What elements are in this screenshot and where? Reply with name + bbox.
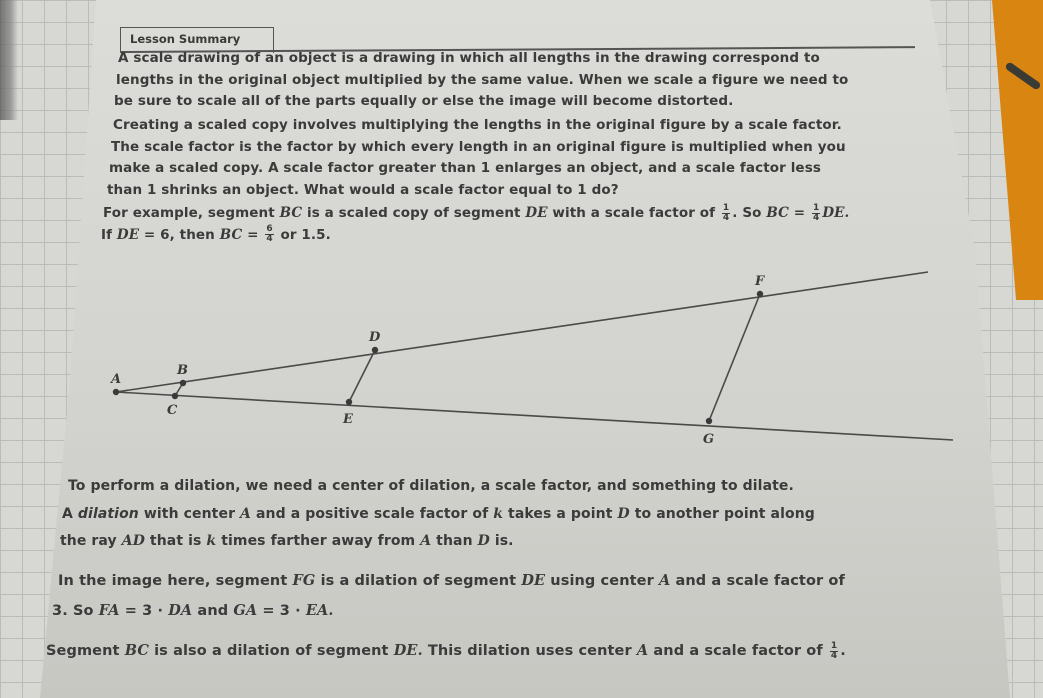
- fraction-one-fourth: $\frac{1}{4}$: [722, 202, 730, 223]
- text-line: than 1 shrinks an object. What would a scale factor equal to 1 do?: [107, 181, 619, 198]
- label-g: G: [703, 432, 715, 447]
- segment-fg-line: [709, 294, 760, 421]
- term-dilation: dilation: [77, 506, 139, 522]
- lesson-summary-title: Lesson Summary: [130, 32, 241, 46]
- text-line: The scale factor is the factor by which every length in an original figure is multiplied when you: [111, 138, 846, 155]
- ray-af: [116, 272, 928, 392]
- label-c: C: [167, 403, 178, 418]
- paragraph-dilation-needs: [68, 476, 794, 498]
- label-e: E: [343, 412, 353, 427]
- point-b: [180, 380, 186, 386]
- text-line: be sure to scale all of the parts equally or else the image will become distorted.: [114, 93, 734, 109]
- segment-bc: BC: [279, 205, 303, 221]
- label-b: B: [177, 363, 188, 378]
- text-line: To perform a dilation, we need a center of dilation, a scale factor, and something to dilate.: [68, 478, 794, 494]
- text-line: Creating a scaled copy involves multiplying the lengths in the original figure by a scale factor.: [113, 117, 842, 133]
- label-d: D: [369, 330, 381, 345]
- paragraph-fg-dilation: [52, 566, 845, 626]
- label-a: A: [111, 372, 122, 387]
- text-line: A dilation with center A and a positive scale factor of k takes a point D to another point along: [62, 506, 815, 522]
- text-line: In the image here, segment FG is a dilation of segment DE using center A and a scale factor of: [58, 572, 845, 589]
- paragraph-dilation-definition: [62, 501, 815, 555]
- point-a: [113, 389, 119, 395]
- point-f: [757, 291, 763, 297]
- segment-de: DE: [525, 205, 548, 221]
- text-line: Segment BC is also a dilation of segment DE. This dilation uses center A and a scale factor of $\frac{1}{4}$ .: [46, 640, 846, 661]
- text-line: lengths in the original object multiplied by the same value. When we scale a figure we need to: [116, 71, 849, 88]
- label-f: F: [755, 274, 765, 289]
- point-e: [346, 399, 352, 405]
- fraction-one-fourth: $\frac{1}{4}$: [812, 202, 820, 223]
- fraction-six-fourths: $\frac{6}{4}$: [266, 224, 273, 244]
- fraction-one-fourth: $\frac{1}{4}$: [830, 640, 838, 661]
- ray-ag: [116, 392, 953, 440]
- paragraph-bc-dilation: [46, 636, 846, 666]
- text-line: If DE = 6, then BC = $\frac{6}{4}$ or 1.5.: [101, 224, 331, 244]
- segment-de-line: [349, 350, 375, 402]
- text-line: For example, segment BC is a scaled copy of segment DE with a scale factor of $\frac{1}{4}$ . So BC = $\frac{1}{4}$ DE.: [103, 202, 850, 223]
- point-d: [372, 347, 378, 353]
- point-c: [172, 393, 178, 399]
- text-line: the ray AD that is k times farther away from A than D is.: [60, 533, 514, 549]
- text-line: make a scaled copy. A scale factor greater than 1 enlarges an object, and a scale factor less: [109, 160, 821, 176]
- text-line: 3. So FA = 3 · DA and GA = 3 · EA.: [52, 602, 334, 619]
- text-line: A scale drawing of an object is a drawing in which all lengths in the drawing correspond to: [118, 50, 820, 66]
- point-g: [706, 418, 712, 424]
